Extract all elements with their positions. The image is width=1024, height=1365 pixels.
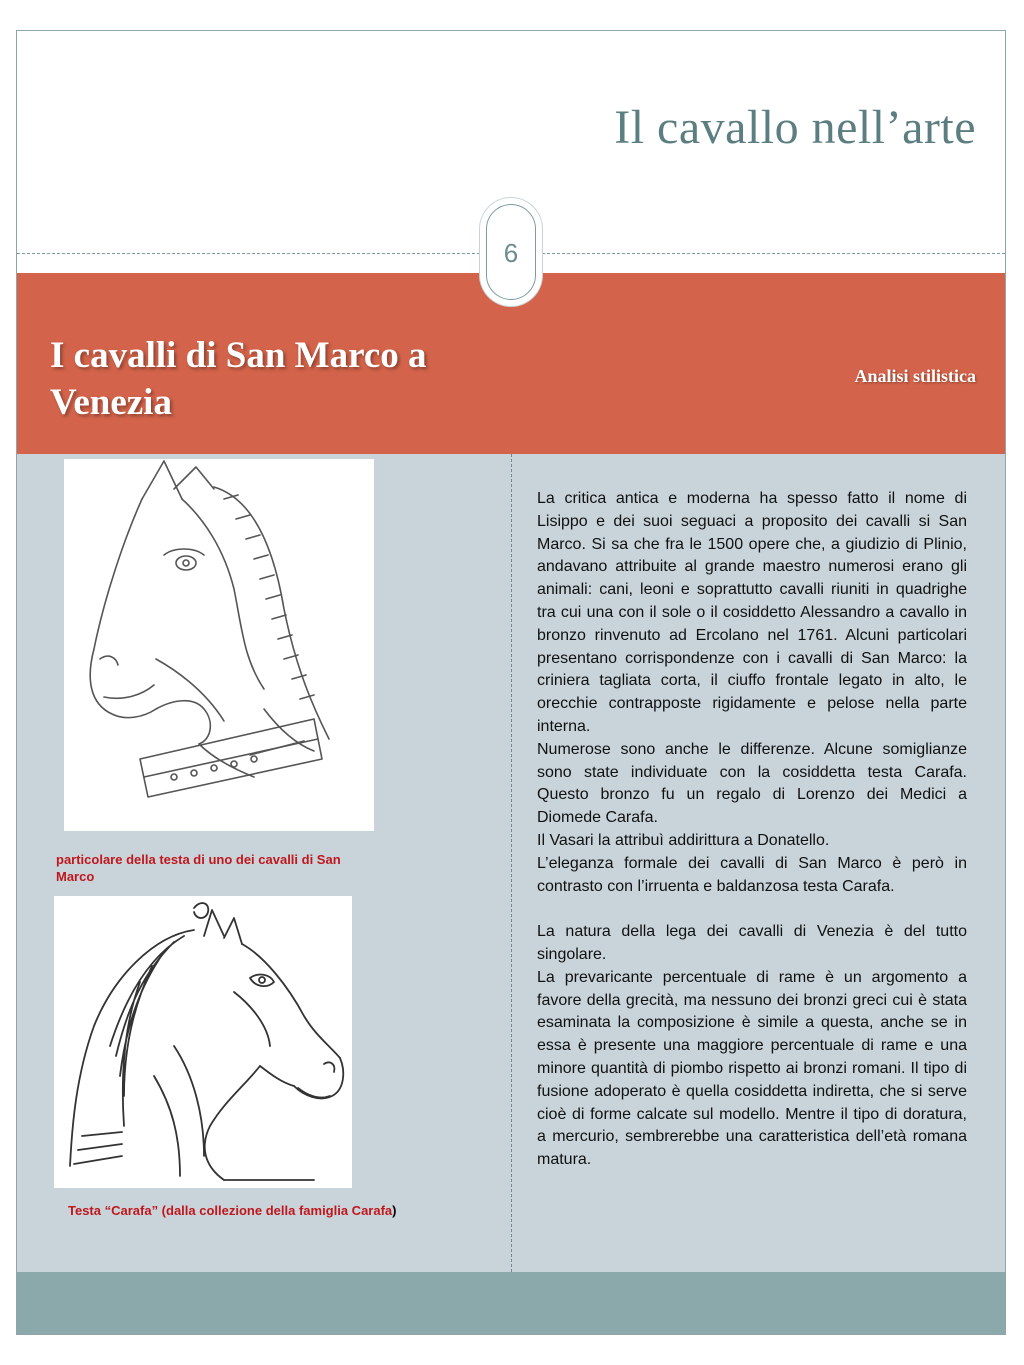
san-marco-horse-figure [64,459,374,831]
figure-caption-carafa-text: Testa “Carafa” (dalla collezione della famiglia Carafa [68,1203,393,1218]
article-body [537,488,967,1172]
section-subtitle: Analisi stilistica [854,366,976,386]
column-divider [511,454,512,1272]
article-paragraph: La prevaricante percentuale di rame è un argomento a favore della grecità, ma nessuno dei bronzi greci cui è stata esaminata la composizione è simile a questa, anche se in essa è presente una maggiore percentuale di rame e una minore quantità di piombo rispetto ai bronzi romani. Il tipo di fusione adoperato è quella cosiddetta indiretta, che si serve cioè di forme calcate sul modello. Mentre il tipo di doratura, a mercurio, sembrerebbe una caratteristica dell’età romana matura. [537,968,967,1169]
san-marco-horse-drawing [64,459,374,831]
page-number: 6 [503,238,519,268]
section-title: I cavalli di San Marco a Venezia [50,335,427,423]
figure-caption-carafa [68,1202,488,1219]
footer-band [17,1272,1005,1334]
article-paragraph: Il Vasari la attribuì addirittura a Donatello. [537,831,830,849]
figure-caption-carafa-paren: ) [392,1203,397,1218]
article-paragraph: La critica antica e moderna ha spesso fatto il nome di Lisippo e dei suoi seguaci a proposito dei cavalli si San Marco. Si sa che fra le 1500 opere che, a giudizio di Plinio, andavano attribuite al grande maestro numerosi erano gli animali: cani, leoni e soprattutto cavalli riuniti in quadrighe tra cui una con il sole o il cosiddetto Alessandro a cavallo in bronzo rinvenuto ad Ercolano nel 1761. Alcuni particolari presentano corrispondenze con i cavalli di San Marco: la criniera tagliata corta, il ciuffo frontale legato in alto, le orecchie contrapposte rigidamente e pelose nella parte interna. [537,490,967,735]
article-paragraph: La natura della lega dei cavalli di Venezia è del tutto singolare. [537,923,967,963]
article-paragraph: L’eleganza formale dei cavalli di San Marco è però in contrasto con l’irruenta e baldanzosa testa Carafa. [537,854,967,895]
carafa-horse-drawing [54,896,352,1188]
carafa-horse-figure [54,896,352,1188]
page-title: Il cavallo nell’arte [614,101,976,154]
figure-caption-san-marco: particolare della testa di uno dei cavalli di San Marco [56,852,341,884]
article-paragraph: Numerose sono anche le differenze. Alcune somiglianze sono state individuate con la cosiddetta testa Carafa. Questo bronzo fu un regalo di Lorenzo dei Medici a Diomede Carafa. [537,740,967,827]
